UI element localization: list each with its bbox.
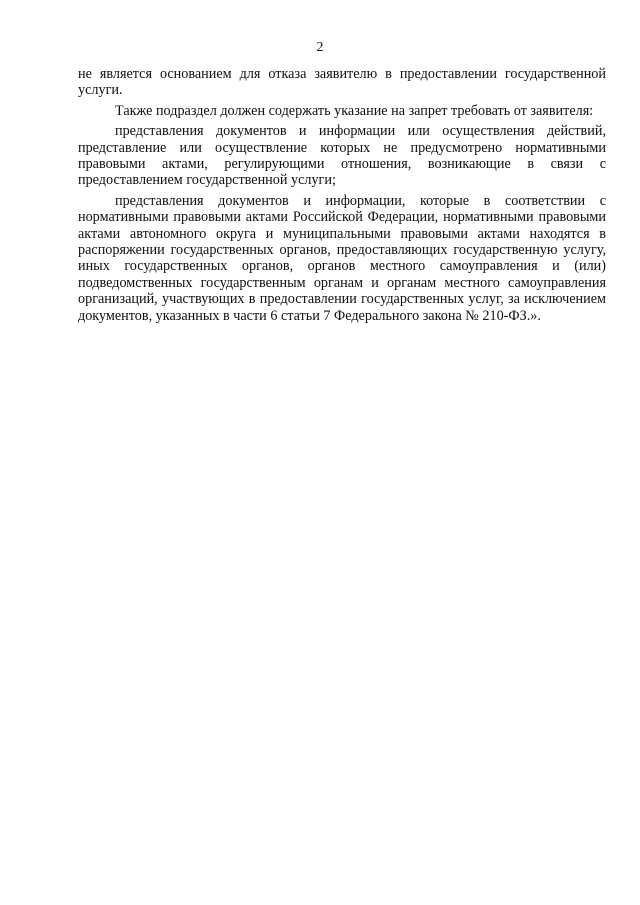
- document-body: [78, 66, 606, 324]
- paragraph-requirement-item-1: представления документов и информации или осуществления действий, представление или осуществление которых не предусмотрено нормативными правовыми актами, регулирующими отношения, возникающие в связи с предоставлением государственной услуги;: [78, 123, 606, 189]
- page-number: 2: [316, 40, 324, 55]
- paragraph-requirement-intro: Также подраздел должен содержать указание на запрет требовать от заявителя:: [115, 102, 594, 119]
- paragraph-continuation: не является основанием для отказа заявителю в предоставлении государственной услуги.: [78, 66, 606, 99]
- paragraph-requirement-item-2: представления документов и информации, которые в соответствии с нормативными правовыми актами Российской Федерации, нормативными правовыми актами автономного округа и муниципальными правовыми актами находятся в распоряжении государственных органов, предоставляющих государственную услугу, иных государственных органов, органов местного самоуправления и (или) подведомственных государственным органам и органам местного самоуправления организаций, участвующих в предоставлении государственных услуг, за исключением документов, указанных в части 6 статьи 7 Федерального закона № 210-ФЗ.».: [78, 192, 606, 324]
